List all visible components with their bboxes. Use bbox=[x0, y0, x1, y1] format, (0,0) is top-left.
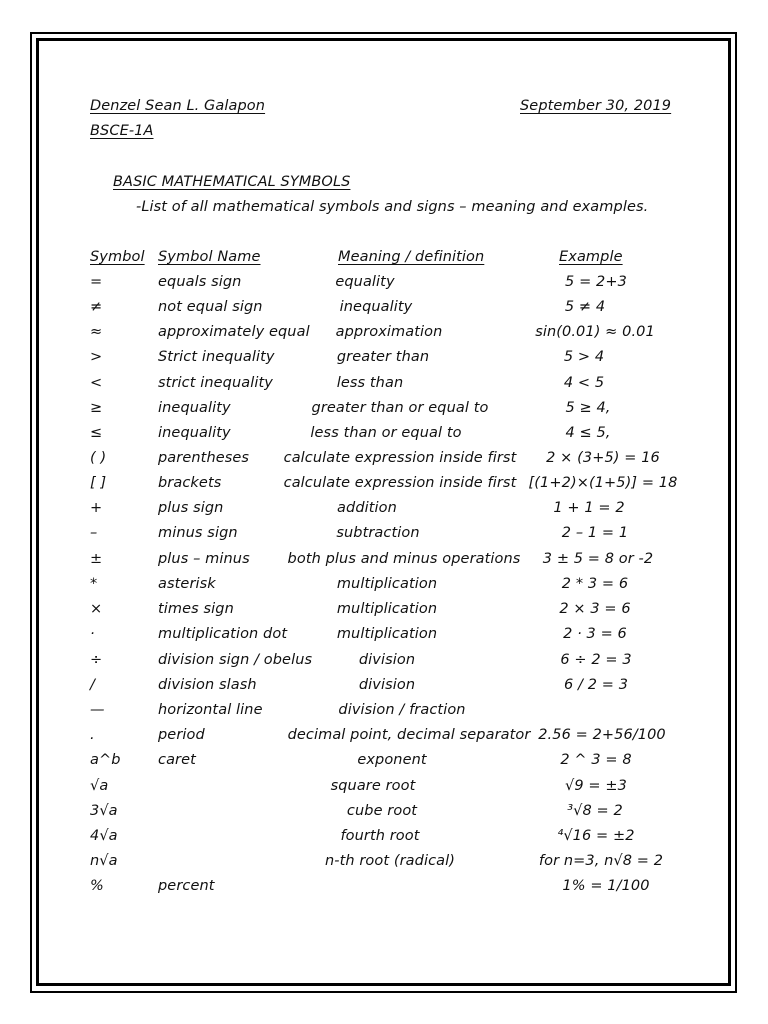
meaning-cell: square root bbox=[330, 778, 416, 794]
example-cell: [(1+2)×(1+5)] = 18 bbox=[528, 475, 678, 491]
symbol-name-cell: minus sign bbox=[158, 525, 238, 541]
example-cell: 2 × (3+5) = 16 bbox=[546, 450, 660, 466]
class-section: BSCE-1A bbox=[90, 123, 154, 139]
example-cell: 5 ≠ 4 bbox=[564, 299, 606, 315]
example-cell: 5 = 2+3 bbox=[565, 274, 627, 290]
symbol-name-cell: times sign bbox=[158, 601, 234, 617]
example-cell: ³√8 = 2 bbox=[567, 803, 623, 819]
symbol-cell: > bbox=[90, 349, 103, 365]
meaning-cell: decimal point, decimal separator bbox=[287, 727, 531, 743]
example-cell: sin(0.01) ≈ 0.01 bbox=[535, 324, 655, 340]
meaning-cell: inequality bbox=[339, 299, 413, 315]
symbol-cell: 3√a bbox=[90, 803, 118, 819]
document-subtitle: -List of all mathematical symbols and signs – meaning and examples. bbox=[136, 199, 649, 215]
symbol-name-cell: plus sign bbox=[158, 500, 224, 516]
meaning-cell: division bbox=[358, 677, 416, 693]
symbol-cell: ≤ bbox=[90, 425, 103, 441]
symbol-cell: √a bbox=[90, 778, 109, 794]
example-cell: 4 < 5 bbox=[563, 375, 605, 391]
symbol-cell: – bbox=[90, 525, 98, 541]
example-cell: 5 > 4 bbox=[563, 349, 605, 365]
example-cell: 2.56 = 2+56/100 bbox=[538, 727, 666, 743]
symbol-cell: . bbox=[90, 727, 95, 743]
meaning-cell: addition bbox=[337, 500, 397, 516]
symbol-name-cell: division sign / obelus bbox=[158, 652, 313, 668]
meaning-cell: division bbox=[358, 652, 416, 668]
symbol-name-cell: strict inequality bbox=[158, 375, 273, 391]
symbol-cell: 4√a bbox=[90, 828, 118, 844]
meaning-cell: subtraction bbox=[336, 525, 420, 541]
symbol-name-cell: Strict inequality bbox=[158, 349, 275, 365]
column-header-meaning: Meaning / definition bbox=[338, 249, 485, 265]
symbol-cell: — bbox=[90, 702, 105, 718]
meaning-cell: greater than or equal to bbox=[311, 400, 489, 416]
symbol-name-cell: inequality bbox=[158, 400, 231, 416]
symbol-cell: ± bbox=[90, 551, 103, 567]
example-cell: 2 * 3 = 6 bbox=[561, 576, 629, 592]
example-cell: 4 ≤ 5, bbox=[565, 425, 611, 441]
example-cell: 1 + 1 = 2 bbox=[553, 500, 625, 516]
symbol-cell: n√a bbox=[90, 853, 118, 869]
symbol-name-cell: brackets bbox=[158, 475, 222, 491]
symbol-name-cell: equals sign bbox=[158, 274, 242, 290]
symbol-cell: * bbox=[90, 576, 98, 592]
column-header-symbol: Symbol bbox=[90, 249, 145, 265]
symbol-name-cell: percent bbox=[158, 878, 215, 894]
symbol-name-cell: inequality bbox=[158, 425, 231, 441]
example-cell: 6 / 2 = 3 bbox=[563, 677, 629, 693]
meaning-cell: less than bbox=[336, 375, 404, 391]
example-cell: 2 – 1 = 1 bbox=[561, 525, 629, 541]
symbol-name-cell: multiplication dot bbox=[158, 626, 288, 642]
meaning-cell: cube root bbox=[346, 803, 418, 819]
example-cell: 2 ^ 3 = 8 bbox=[560, 752, 632, 768]
symbol-cell: · bbox=[90, 626, 95, 642]
symbol-name-cell: plus – minus bbox=[158, 551, 250, 567]
meaning-cell: exponent bbox=[357, 752, 427, 768]
symbol-name-cell: caret bbox=[158, 752, 196, 768]
symbol-cell: / bbox=[90, 677, 95, 693]
meaning-cell: fourth root bbox=[340, 828, 420, 844]
example-cell: ⁴√16 = ±2 bbox=[557, 828, 635, 844]
symbol-cell: ≈ bbox=[90, 324, 103, 340]
meaning-cell: calculate expression inside first bbox=[283, 475, 517, 491]
meaning-cell: multiplication bbox=[336, 601, 438, 617]
meaning-cell: multiplication bbox=[336, 576, 438, 592]
column-header-example: Example bbox=[559, 249, 623, 265]
symbol-cell: = bbox=[90, 274, 103, 290]
document-title: BASIC MATHEMATICAL SYMBOLS bbox=[113, 174, 351, 190]
symbol-name-cell: period bbox=[158, 727, 205, 743]
meaning-cell: n-th root (radical) bbox=[324, 853, 456, 869]
example-cell: 5 ≥ 4, bbox=[565, 400, 611, 416]
author-name: Denzel Sean L. Galapon bbox=[90, 98, 266, 114]
symbol-name-cell: not equal sign bbox=[158, 299, 263, 315]
symbol-cell: [ ] bbox=[90, 475, 107, 491]
symbol-name-cell: approximately equal bbox=[158, 324, 310, 340]
symbol-cell: % bbox=[90, 878, 104, 894]
symbol-cell: ≠ bbox=[90, 299, 103, 315]
meaning-cell: approximation bbox=[335, 324, 443, 340]
meaning-cell: calculate expression inside first bbox=[283, 450, 517, 466]
meaning-cell: division / fraction bbox=[338, 702, 466, 718]
symbol-name-cell: asterisk bbox=[158, 576, 216, 592]
example-cell: 6 ÷ 2 = 3 bbox=[560, 652, 632, 668]
column-header-name: Symbol Name bbox=[158, 249, 261, 265]
symbol-name-cell: horizontal line bbox=[158, 702, 263, 718]
symbol-cell: ÷ bbox=[90, 652, 103, 668]
example-cell: 2 · 3 = 6 bbox=[563, 626, 627, 642]
example-cell: 3 ± 5 = 8 or -2 bbox=[542, 551, 654, 567]
symbol-cell: + bbox=[90, 500, 103, 516]
meaning-cell: less than or equal to bbox=[310, 425, 462, 441]
meaning-cell: multiplication bbox=[336, 626, 438, 642]
symbol-cell: < bbox=[90, 375, 103, 391]
example-cell: 2 × 3 = 6 bbox=[559, 601, 631, 617]
example-cell: √9 = ±3 bbox=[565, 778, 627, 794]
example-cell: 1% = 1/100 bbox=[562, 878, 650, 894]
symbol-name-cell: parentheses bbox=[158, 450, 250, 466]
meaning-cell: greater than bbox=[336, 349, 430, 365]
symbol-cell: ≥ bbox=[90, 400, 103, 416]
meaning-cell: both plus and minus operations bbox=[287, 551, 521, 567]
example-cell: for n=3, n√8 = 2 bbox=[538, 853, 664, 869]
symbol-cell: a^b bbox=[90, 752, 121, 768]
symbol-name-cell: division slash bbox=[158, 677, 257, 693]
symbol-cell: ( ) bbox=[90, 450, 107, 466]
document-date: September 30, 2019 bbox=[520, 98, 672, 114]
meaning-cell: equality bbox=[335, 274, 395, 290]
symbol-cell: × bbox=[90, 601, 103, 617]
